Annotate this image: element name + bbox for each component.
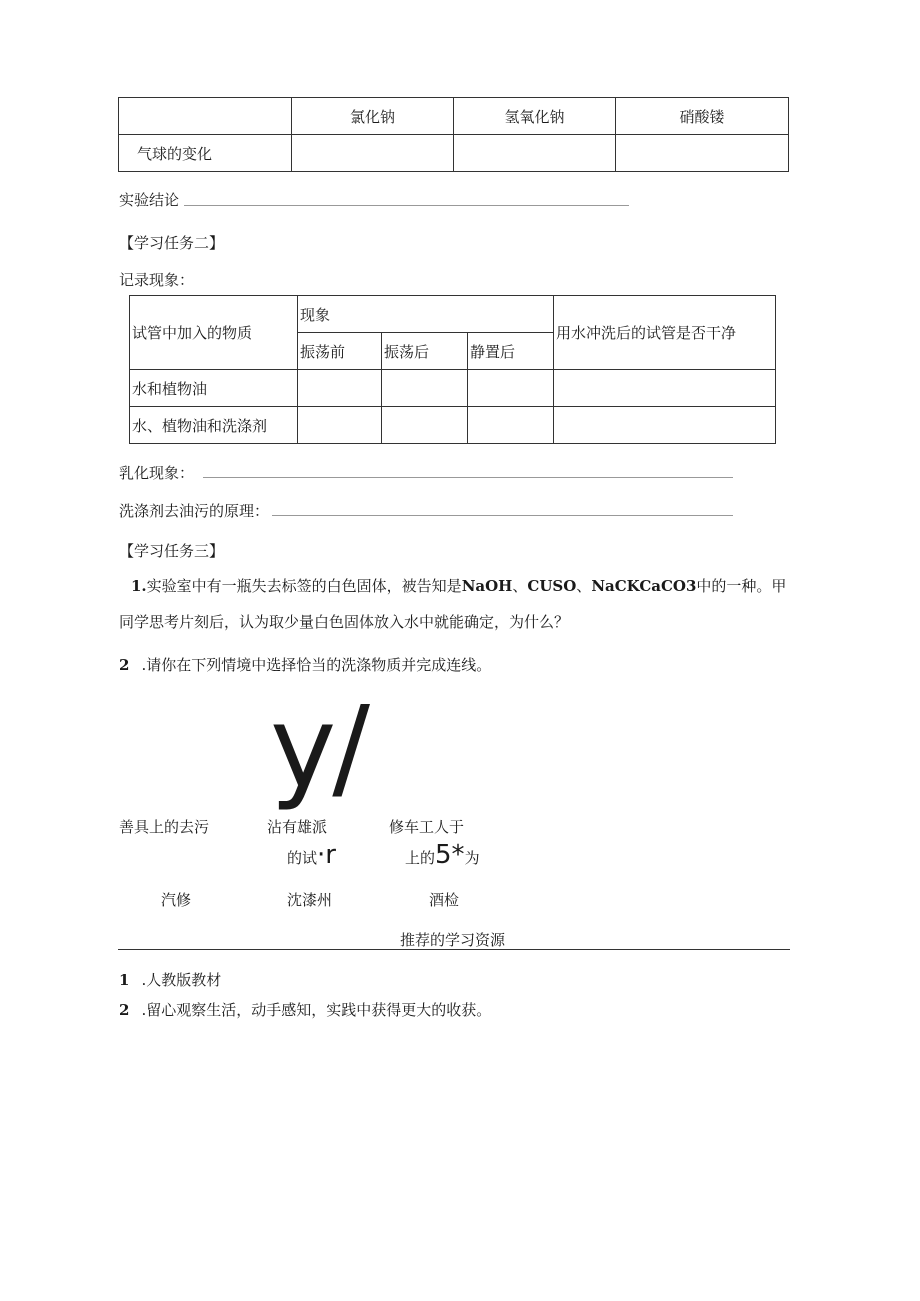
table2-cell xyxy=(468,370,554,407)
task3-question-2 xyxy=(119,654,491,675)
connect-col3-row2-text: 上的 xyxy=(405,849,436,867)
q1-chem-nacl-caco3: NaCKCaCO3 xyxy=(591,577,697,595)
resources-title: 推荐的学习资源 xyxy=(400,931,506,949)
table2-header-before: 振荡前 xyxy=(298,333,382,370)
q1-sep: 、 xyxy=(576,577,592,595)
resource-item-2 xyxy=(119,999,491,1020)
connect-col2-row2 xyxy=(287,838,336,875)
table2-cell xyxy=(468,407,554,444)
phenomenon-table xyxy=(129,295,776,444)
emulsify-blank xyxy=(203,477,733,478)
connect-col3-row1: 修车工人于 xyxy=(389,818,465,836)
table2-header-phenomenon: 现象 xyxy=(298,296,554,333)
task2-title: 【学习任务二】 xyxy=(119,234,225,252)
connect-col3-row3: 酒检 xyxy=(429,891,460,909)
q1-number: 1. xyxy=(131,577,147,595)
record-label: 记录现象： xyxy=(119,271,195,289)
q2-number: 2 xyxy=(119,656,130,674)
connect-col3-row2-mark: 5* xyxy=(435,840,465,870)
connect-col3-row2 xyxy=(405,838,480,875)
q1-chem-naoh: NaOH xyxy=(461,577,513,595)
connect-col1-row3: 汽修 xyxy=(161,891,192,909)
connect-col2-row3: 沈漆州 xyxy=(287,891,333,909)
conclusion-label: 实验结论 xyxy=(119,191,180,209)
table2-cell xyxy=(382,370,468,407)
table2-cell xyxy=(298,370,382,407)
q1-sep: 、 xyxy=(512,577,528,595)
table2-header-rinse: 用水冲洗后的试管是否干净 xyxy=(554,296,776,370)
resource-item-text: .留心观察生活，动手感知，实践中获得更大的收获。 xyxy=(141,1001,492,1019)
q2-text: .请你在下列情境中选择恰当的洗涤物质并完成连线。 xyxy=(141,656,492,674)
resource-item-1 xyxy=(119,969,221,990)
task3-title: 【学习任务三】 xyxy=(119,542,225,560)
task3-question-1-line2: 同学思考片刻后，认为取少量白色固体放入水中就能确定，为什么？ xyxy=(119,613,570,631)
connect-col2-row1: 沾有雄派 xyxy=(267,818,328,836)
q1-text-b: 中的一种。甲 xyxy=(696,577,787,595)
table2-row-water-oil: 水和植物油 xyxy=(130,370,298,407)
resource-item-number: 1 xyxy=(119,971,130,989)
table2-cell xyxy=(298,407,382,444)
resource-item-text: .人教版教材 xyxy=(141,971,222,989)
handwritten-glyph: y/ xyxy=(270,683,367,813)
table1-corner-cell xyxy=(119,98,292,135)
q1-chem-cuso: CUSO xyxy=(527,577,577,595)
table2-header-after: 振荡后 xyxy=(382,333,468,370)
table1-header-nacl: 氯化钠 xyxy=(292,98,454,135)
table1-row-label: 气球的变化 xyxy=(119,135,292,172)
balloon-table xyxy=(118,97,789,172)
task3-question-1 xyxy=(131,575,786,596)
table2-cell xyxy=(554,407,776,444)
table1-cell xyxy=(292,135,454,172)
table2-cell xyxy=(382,407,468,444)
connect-col2-row2-mark: ·r xyxy=(317,840,336,870)
table1-header-naoh: 氢氧化钠 xyxy=(454,98,616,135)
table1-header-nh4no3: 硝酸镂 xyxy=(616,98,789,135)
principle-label: 洗涤剂去油污的原理： xyxy=(119,502,270,520)
table1-cell xyxy=(454,135,616,172)
resource-item-number: 2 xyxy=(119,1001,130,1019)
table2-header-substance: 试管中加入的物质 xyxy=(130,296,298,370)
table1-cell xyxy=(616,135,789,172)
table2-cell xyxy=(554,370,776,407)
table2-row-water-oil-detergent: 水、植物油和洗涤剂 xyxy=(130,407,298,444)
connect-col2-row2-text: 的试 xyxy=(287,849,318,867)
q1-text-a: 实验室中有一瓶失去标签的白色固体，被告知是 xyxy=(146,577,462,595)
connect-col1-row1: 善具上的去污 xyxy=(119,818,210,836)
connect-col3-row2-suffix: 为 xyxy=(464,849,480,867)
principle-blank xyxy=(272,515,733,516)
resources-divider xyxy=(118,949,790,950)
conclusion-blank xyxy=(184,205,629,206)
table2-header-still: 静置后 xyxy=(468,333,554,370)
emulsify-label: 乳化现象： xyxy=(119,464,195,482)
